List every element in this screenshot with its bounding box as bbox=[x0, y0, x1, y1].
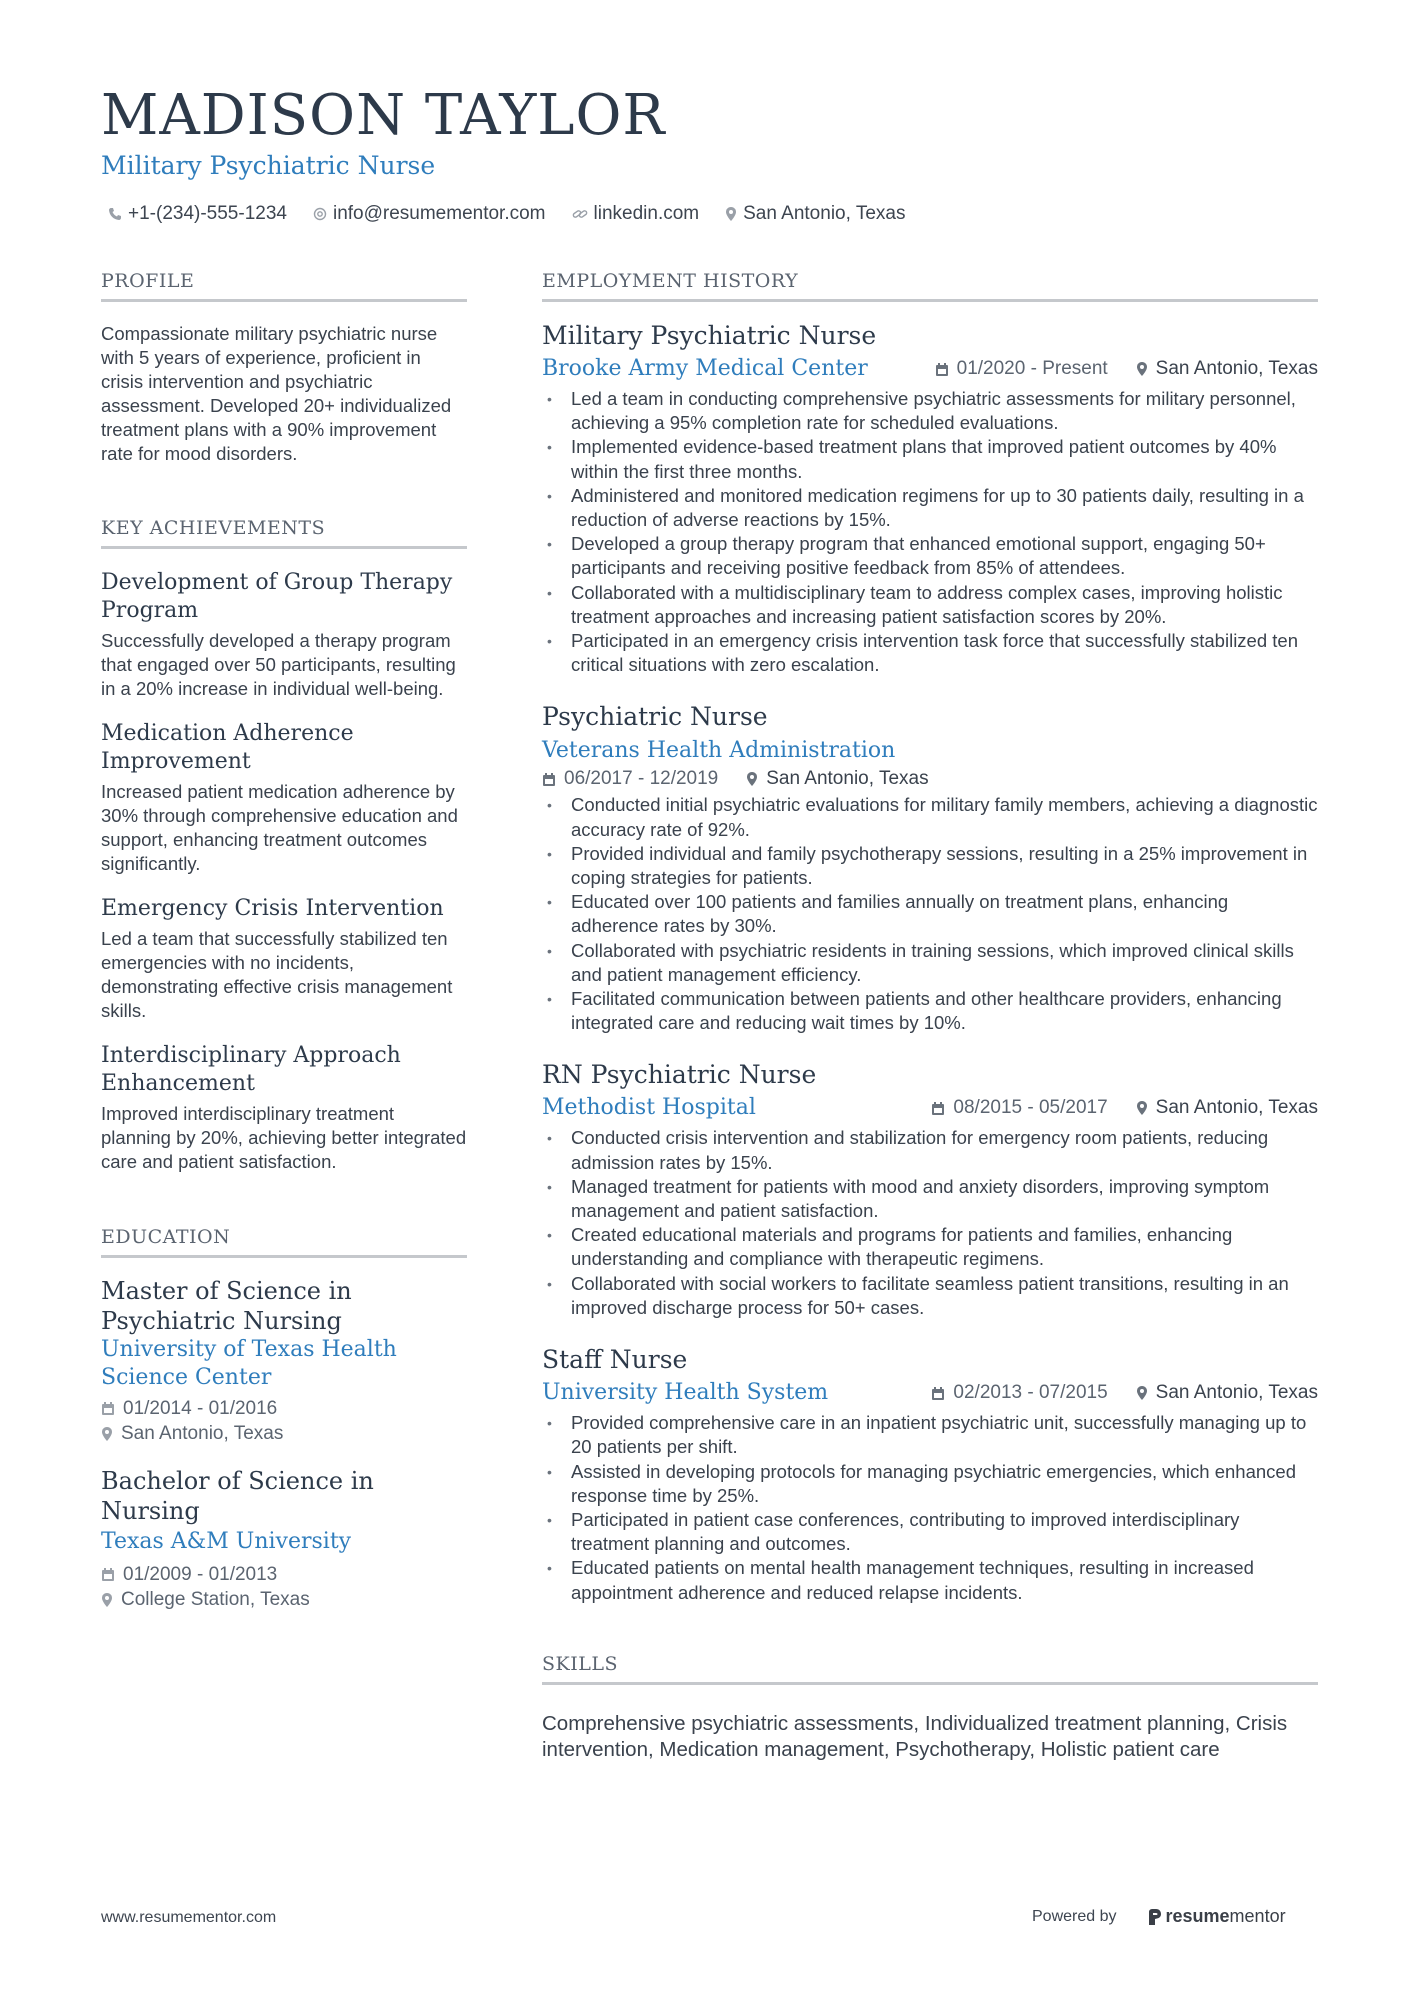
skills-text: Comprehensive psychiatric assessments, Individualized treatment planning, Crisis intervention, Medication management, Psychotherapy, Holistic patient care bbox=[542, 1711, 1288, 1761]
footer-powered-by bbox=[1032, 1906, 1286, 1927]
education-heading: EDUCATION bbox=[101, 1224, 467, 1258]
achievement-text: Successfully developed a therapy program that engaged over 50 participants, resulting in a 20% increase in individual well-being. bbox=[101, 630, 456, 699]
achievement-text: Improved interdisciplinary treatment planning by 20%, achieving better integrated care and patient satisfaction. bbox=[101, 1103, 467, 1172]
achievements-heading: KEY ACHIEVEMENTS bbox=[101, 515, 467, 549]
job-title: Psychiatric Nurse bbox=[542, 702, 768, 732]
job-bullets bbox=[542, 387, 1318, 677]
employer-name: Veterans Health Administration bbox=[542, 738, 896, 764]
achievement-item bbox=[101, 1042, 467, 1174]
contact-location bbox=[725, 203, 905, 225]
skills-heading: SKILLS bbox=[542, 1651, 1318, 1685]
list-item: • Developed a group therapy program that enhanced emotional support, engaging 50+ participants and receiving positive feedback from 85% of attendees. bbox=[542, 532, 1318, 580]
calendar-icon bbox=[542, 772, 556, 787]
left-column bbox=[101, 268, 467, 1612]
contact-email[interactable] bbox=[313, 203, 546, 225]
list-item: • Conducted initial psychiatric evaluations for military family members, achieving a diagnostic accuracy rate of 92%. bbox=[542, 793, 1318, 841]
list-item: • Created educational materials and programs for patients and families, enhancing understanding and compliance with therapeutic regimens. bbox=[542, 1223, 1318, 1271]
job-meta-row bbox=[542, 354, 1318, 384]
dates-text: 06/2017 - 12/2019 bbox=[564, 768, 719, 790]
job-bullets bbox=[542, 793, 1318, 1035]
job-meta bbox=[935, 358, 1318, 380]
footer-website[interactable]: www.resumementor.com bbox=[101, 1909, 277, 1926]
contact-linkedin[interactable] bbox=[572, 203, 700, 225]
list-item: • Participated in an emergency crisis intervention task force that successfully stabilized ten critical situations with zero escalation. bbox=[542, 629, 1318, 677]
list-item: • Provided individual and family psychotherapy sessions, resulting in a 25% improvement in coping strategies for patients. bbox=[542, 842, 1318, 890]
education-location bbox=[101, 1421, 467, 1446]
degree-title: Bachelor of Science in Nursing bbox=[101, 1467, 374, 1525]
location-text: San Antonio, Texas bbox=[1155, 1097, 1318, 1119]
employer-name: Brooke Army Medical Center bbox=[542, 356, 868, 381]
list-item: • Collaborated with social workers to facilitate seamless patient transitions, resulting in an improved discharge process for 50+ cases. bbox=[542, 1272, 1318, 1320]
achievement-title: Development of Group Therapy Program bbox=[101, 570, 453, 623]
location-pin-icon bbox=[101, 1592, 113, 1608]
degree-title: Master of Science in Psychiatric Nursing bbox=[101, 1277, 352, 1335]
location-pin-icon bbox=[101, 1426, 113, 1442]
education-dates bbox=[101, 1396, 467, 1421]
brand-mark-icon bbox=[1147, 1907, 1163, 1927]
job-meta bbox=[542, 768, 1318, 790]
contact-phone bbox=[108, 203, 287, 225]
list-item: • Led a team in conducting comprehensive psychiatric assessments for military personnel, achieving a 95% completion rate for scheduled evaluations. bbox=[542, 387, 1318, 435]
job-meta-row bbox=[542, 1093, 1318, 1123]
location-pin-icon bbox=[1136, 1385, 1148, 1401]
job-bullets bbox=[542, 1126, 1318, 1320]
achievement-item bbox=[101, 569, 467, 701]
calendar-icon bbox=[935, 362, 949, 377]
list-item: • Facilitated communication between patients and other healthcare providers, enhancing integrated care and reducing wait times by 10%. bbox=[542, 987, 1318, 1035]
email-text[interactable]: info@resumementor.com bbox=[332, 203, 546, 224]
location-pin-icon bbox=[1136, 361, 1148, 377]
school-name: Texas A&M University bbox=[101, 1529, 352, 1554]
list-item: • Implemented evidence-based treatment plans that improved patient outcomes by 40% within the first three months. bbox=[542, 435, 1318, 483]
education-item bbox=[101, 1276, 467, 1446]
linkedin-text[interactable]: linkedin.com bbox=[593, 203, 700, 224]
brand-light: mentor bbox=[1229, 1906, 1286, 1926]
brand-logo bbox=[1147, 1906, 1286, 1927]
link-icon bbox=[572, 207, 588, 221]
list-item: • Provided comprehensive care in an inpatient psychiatric unit, successfully managing up to 20 patients per shift. bbox=[542, 1411, 1318, 1459]
powered-by-label: Powered by bbox=[1032, 1907, 1117, 1925]
calendar-icon bbox=[101, 1401, 115, 1416]
dates-text: 01/2020 - Present bbox=[956, 358, 1108, 379]
job-meta bbox=[931, 1097, 1318, 1119]
dates-text: 08/2015 - 05/2017 bbox=[953, 1097, 1108, 1119]
candidate-title: Military Psychiatric Nurse bbox=[101, 151, 436, 180]
list-item: • Educated patients on mental health management techniques, resulting in increased appointment adherence and reduced relapse incidents. bbox=[542, 1556, 1318, 1604]
school-name: University of Texas Health Science Center bbox=[101, 1337, 397, 1390]
phone-text: +1-(234)-555-1234 bbox=[128, 203, 287, 224]
location-text: San Antonio, Texas bbox=[743, 203, 906, 224]
achievement-title: Medication Adherence Improvement bbox=[101, 721, 354, 774]
education-location bbox=[101, 1587, 467, 1612]
achievement-text: Increased patient medication adherence by 30% through comprehensive education and support, enhancing treatment outcomes significantly. bbox=[101, 781, 458, 874]
job-entry bbox=[542, 1344, 1318, 1605]
job-entry bbox=[542, 701, 1318, 1035]
job-title: Military Psychiatric Nurse bbox=[542, 321, 877, 350]
brand-bold: resume bbox=[1165, 1906, 1230, 1926]
contact-bar bbox=[108, 200, 931, 228]
profile-heading: PROFILE bbox=[101, 268, 467, 302]
calendar-icon bbox=[101, 1567, 115, 1582]
calendar-icon bbox=[931, 1101, 945, 1116]
job-meta bbox=[931, 1382, 1318, 1404]
list-item: • Conducted crisis intervention and stabilization for emergency room patients, reducing admission rates by 15%. bbox=[542, 1126, 1318, 1174]
location-text: College Station, Texas bbox=[121, 1588, 310, 1610]
employer-name: Methodist Hospital bbox=[542, 1095, 756, 1121]
at-icon bbox=[313, 207, 327, 221]
achievement-text: Led a team that successfully stabilized ten emergencies with no incidents, demonstrating effective crisis management skills. bbox=[101, 928, 453, 1021]
list-item: • Participated in patient case conferences, contributing to improved interdisciplinary treatment planning and outcomes. bbox=[542, 1508, 1318, 1556]
location-text: San Antonio, Texas bbox=[766, 768, 929, 790]
right-column bbox=[542, 268, 1318, 1763]
education-item bbox=[101, 1466, 467, 1612]
job-meta-row bbox=[542, 1378, 1318, 1408]
list-item: • Collaborated with a multidisciplinary team to address complex cases, improving holistic treatment approaches and increasing patient satisfaction scores by 20%. bbox=[542, 581, 1318, 629]
location-text: San Antonio, Texas bbox=[1155, 1382, 1318, 1404]
job-entry bbox=[542, 320, 1318, 677]
list-item: • Assisted in developing protocols for managing psychiatric emergencies, which enhanced response time by 25%. bbox=[542, 1460, 1318, 1508]
dates-text: 01/2014 - 01/2016 bbox=[123, 1397, 278, 1419]
calendar-icon bbox=[931, 1386, 945, 1401]
job-bullets bbox=[542, 1411, 1318, 1605]
job-entry bbox=[542, 1059, 1318, 1320]
location-text: San Antonio, Texas bbox=[1155, 358, 1318, 379]
list-item: • Managed treatment for patients with mood and anxiety disorders, improving symptom management and patient satisfaction. bbox=[542, 1175, 1318, 1223]
achievement-item bbox=[101, 895, 467, 1023]
candidate-name: MADISON TAYLOR bbox=[101, 83, 666, 148]
location-pin-icon bbox=[725, 206, 737, 222]
phone-icon bbox=[108, 207, 122, 221]
job-title: RN Psychiatric Nurse bbox=[542, 1060, 817, 1090]
list-item: • Educated over 100 patients and families annually on treatment plans, enhancing adherence rates by 30%. bbox=[542, 890, 1318, 938]
list-item: • Collaborated with psychiatric residents in training sessions, which improved clinical skills and patient management efficiency. bbox=[542, 939, 1318, 987]
location-pin-icon bbox=[746, 771, 758, 787]
location-text: San Antonio, Texas bbox=[121, 1422, 284, 1444]
location-pin-icon bbox=[1136, 1100, 1148, 1116]
job-title: Staff Nurse bbox=[542, 1345, 688, 1375]
education-dates bbox=[101, 1562, 467, 1587]
achievement-item bbox=[101, 720, 467, 876]
achievement-title: Emergency Crisis Intervention bbox=[101, 896, 444, 921]
list-item: • Administered and monitored medication regimens for up to 30 patients daily, resulting in a reduction of adverse reactions by 15%. bbox=[542, 484, 1318, 532]
dates-text: 01/2009 - 01/2013 bbox=[123, 1563, 278, 1585]
dates-text: 02/2013 - 07/2015 bbox=[953, 1382, 1108, 1404]
achievement-title: Interdisciplinary Approach Enhancement bbox=[101, 1043, 401, 1096]
employment-heading: EMPLOYMENT HISTORY bbox=[542, 268, 1318, 302]
employer-name: University Health System bbox=[542, 1380, 829, 1406]
profile-text: Compassionate military psychiatric nurse with 5 years of experience, proficient in crisis intervention and psychiatric assessment. Developed 20+ individualized treatment plans with a 90% improvement rate for mood disorders. bbox=[101, 323, 452, 464]
